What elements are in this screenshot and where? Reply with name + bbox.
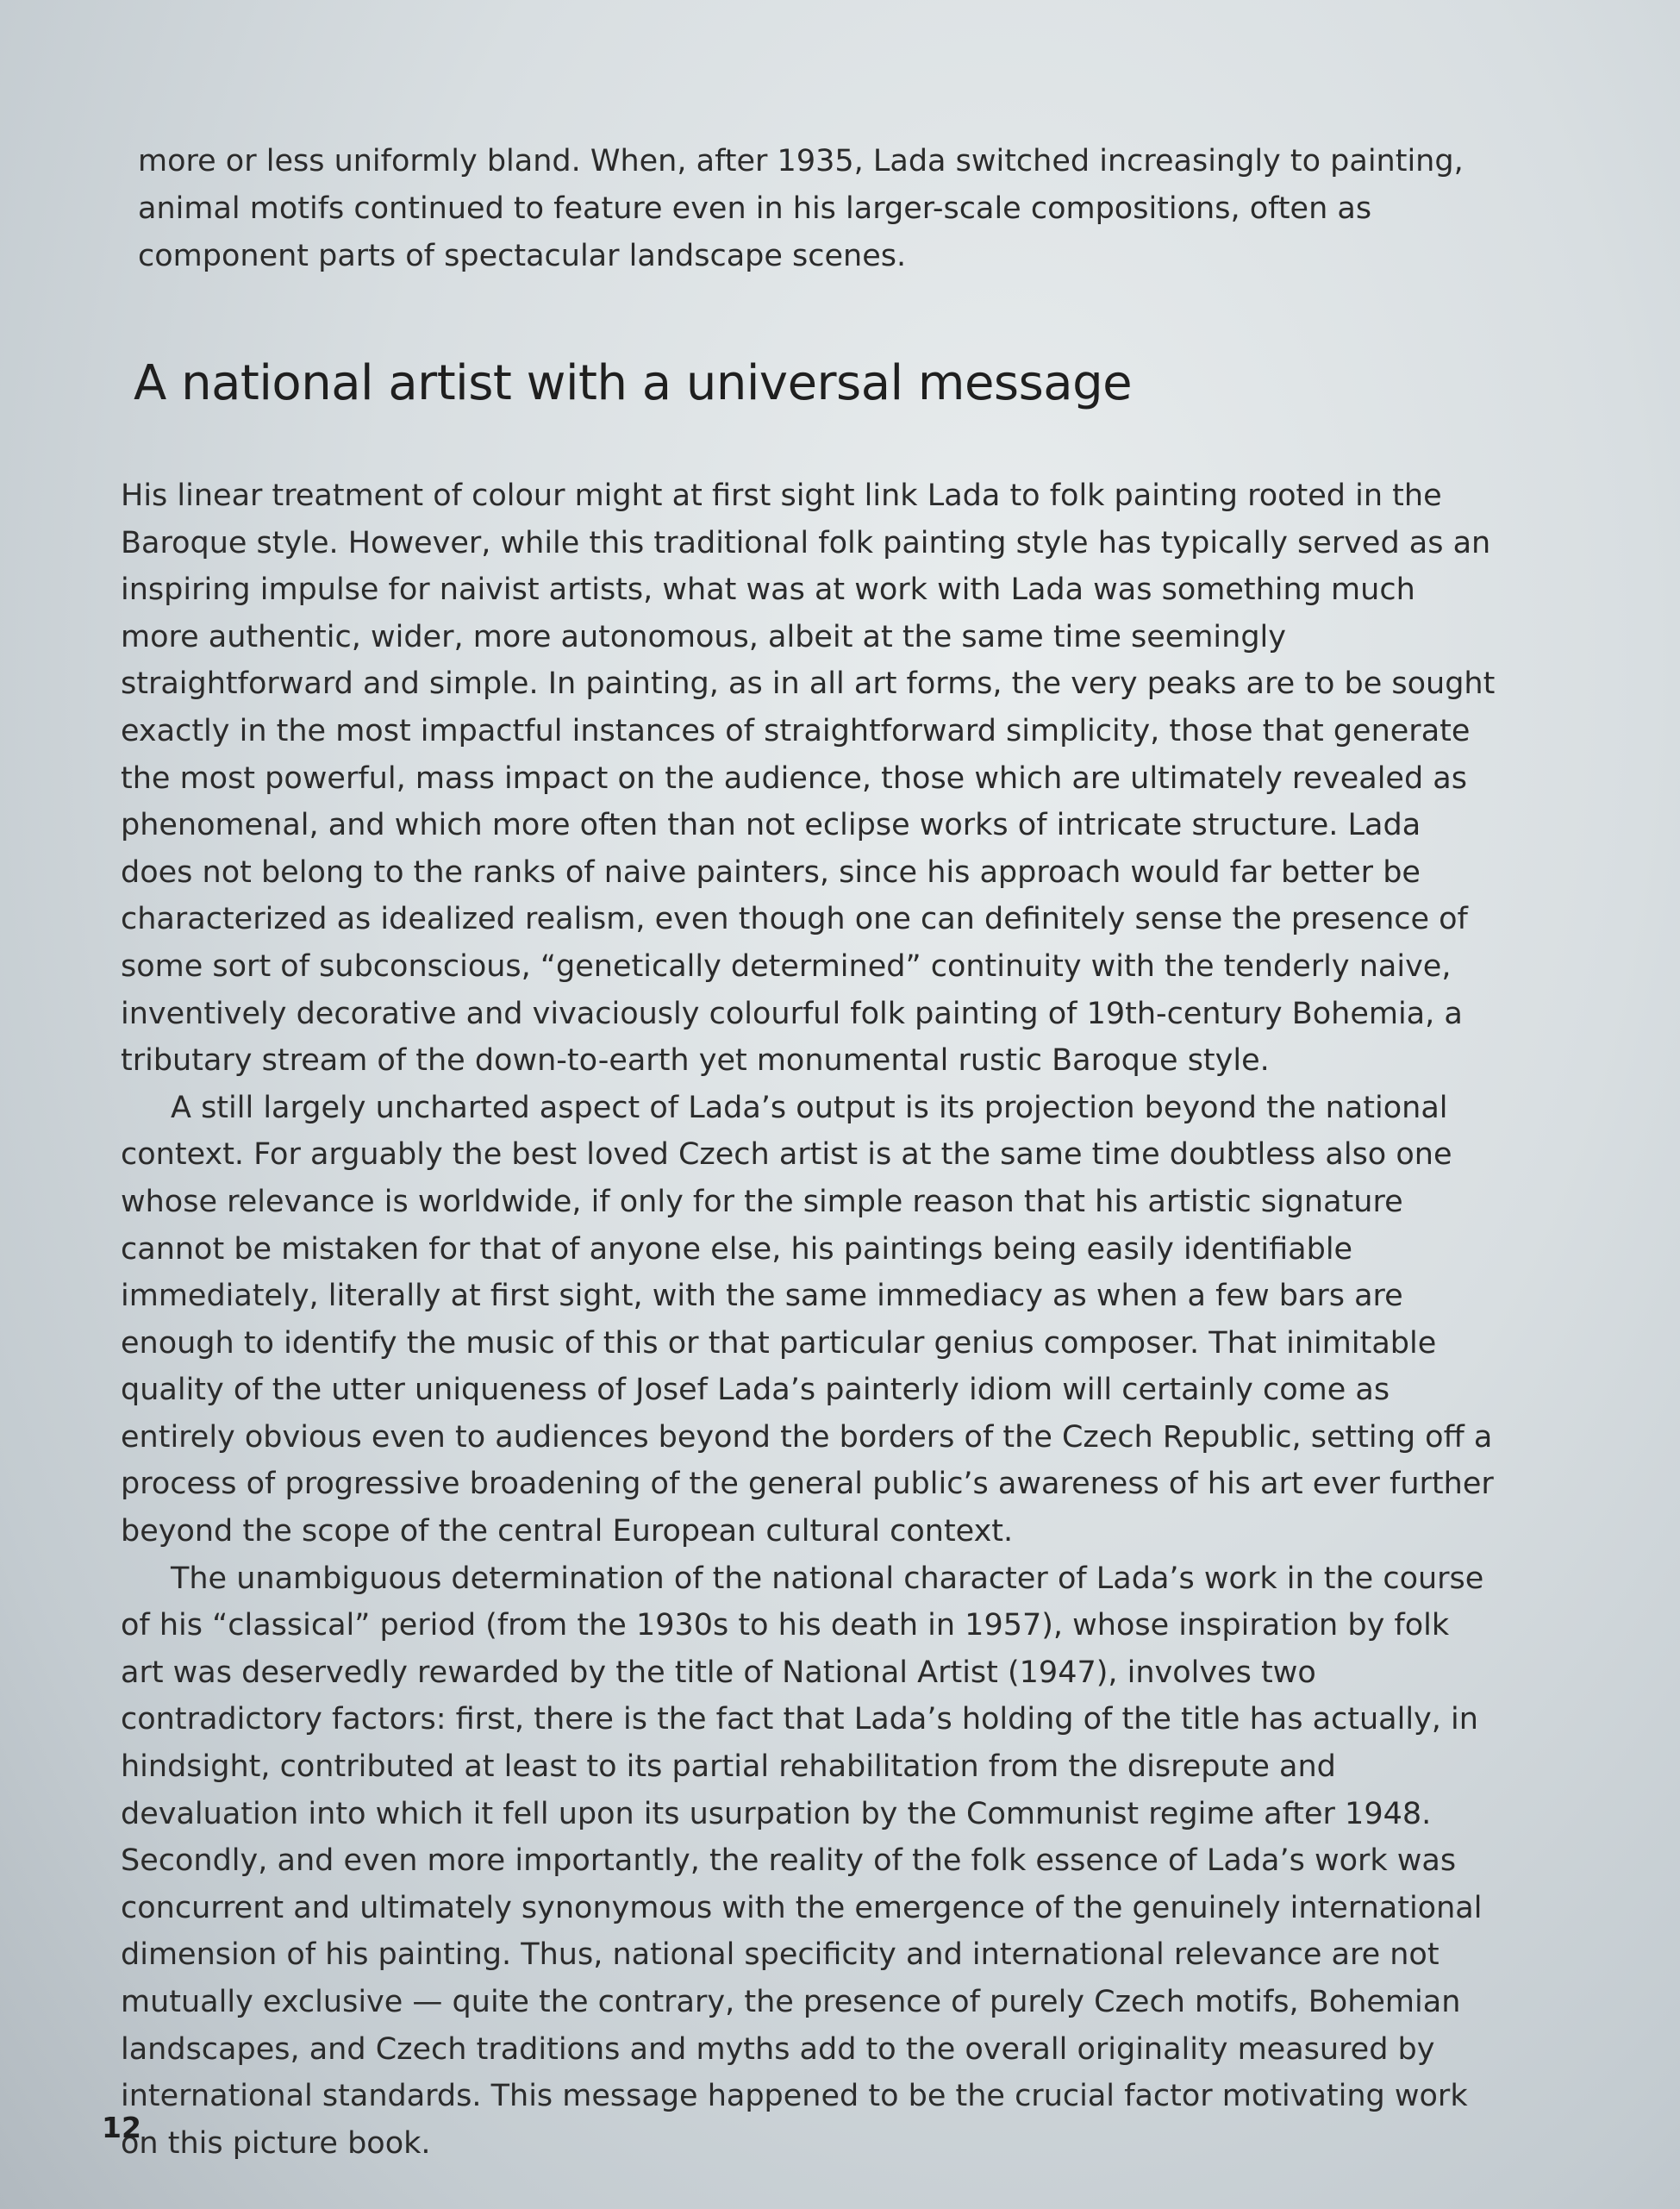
- intro-paragraph: more or less uniformly bland. When, after 1935, Lada switched increasingly to painting, animal motifs continued to feature even in his larger-scale compositions, often as component parts of spectacular landscape scenes.: [138, 144, 1464, 273]
- paragraph-3: The unambiguous determination of the national character of Lada’s work in the course of his “classical” period (from the 1930s to his death in 1957), whose inspiration by folk art was deservedly rewarded by the title of National Artist (1947), involves two contradictory factors: first, there is the fact that Lada’s holding of the title has actually, in hindsight, contributed at least to its partial rehabilitation from the disrepute and devaluation into which it fell upon its usurpation by the Communist regime after 1948. Secondly, and even more importantly, the reality of the folk essence of Lada’s work was concurrent and ultimately synonymous with the emergence of the genuinely international dimension of his painting. Thus, national specificity and international relevance are not mutually exclusive — quite the contrary, the presence of purely Czech motifs, Bohemian landscapes, and Czech traditions and myths add to the overall originality measured by international standards. This message happened to be the crucial factor motivating work on this picture book.: [121, 1561, 1484, 2161]
- body-text: [121, 472, 1500, 2167]
- section-heading: A national artist with a universal message: [134, 355, 1133, 411]
- paragraph-2: A still largely uncharted aspect of Lada’s output is its projection beyond the national context. For arguably the best loved Czech artist is at the same time doubtless also one whose relevance is worldwide, if only for the simple reason that his artistic signature cannot be mistaken for that of anyone else, his paintings being easily identifiable immediately, literally at first sight, with the same immediacy as when a few bars are enough to identify the music of this or that particular genius composer. That inimitable quality of the utter uniqueness of Josef Lada’s painterly idiom will certainly come as entirely obvious even to audiences beyond the borders of the Czech Republic, setting off a process of progressive broadening of the general public’s awareness of his art ever further beyond the scope of the central European cultural context.: [121, 1090, 1494, 1549]
- paragraph-1: His linear treatment of colour might at first sight link Lada to folk painting rooted in the Baroque style. However, while this traditional folk painting style has typically served as an inspiring impulse for naivist artists, what was at work with Lada was something much more authentic, wider, more autonomous, albeit at the same time seemingly straightforward and simple. In painting, as in all art forms, the very peaks are to be sought exactly in the most impactful instances of straightforward simplicity, those that generate the most powerful, mass impact on the audience, those which are ultimately revealed as phenomenal, and which more often than not eclipse works of intricate structure. Lada does not belong to the ranks of naive painters, since his approach would far better be characterized as idealized realism, even though one can definitely sense the presence of some sort of subconscious, “genetically determined” continuity with the tenderly naive, inventively decorative and vivaciously colourful folk painting of 19th-century Bohemia, a tributary stream of the down-to-earth yet monumental rustic Baroque style.: [121, 479, 1496, 1079]
- page-number: 12: [102, 2111, 141, 2144]
